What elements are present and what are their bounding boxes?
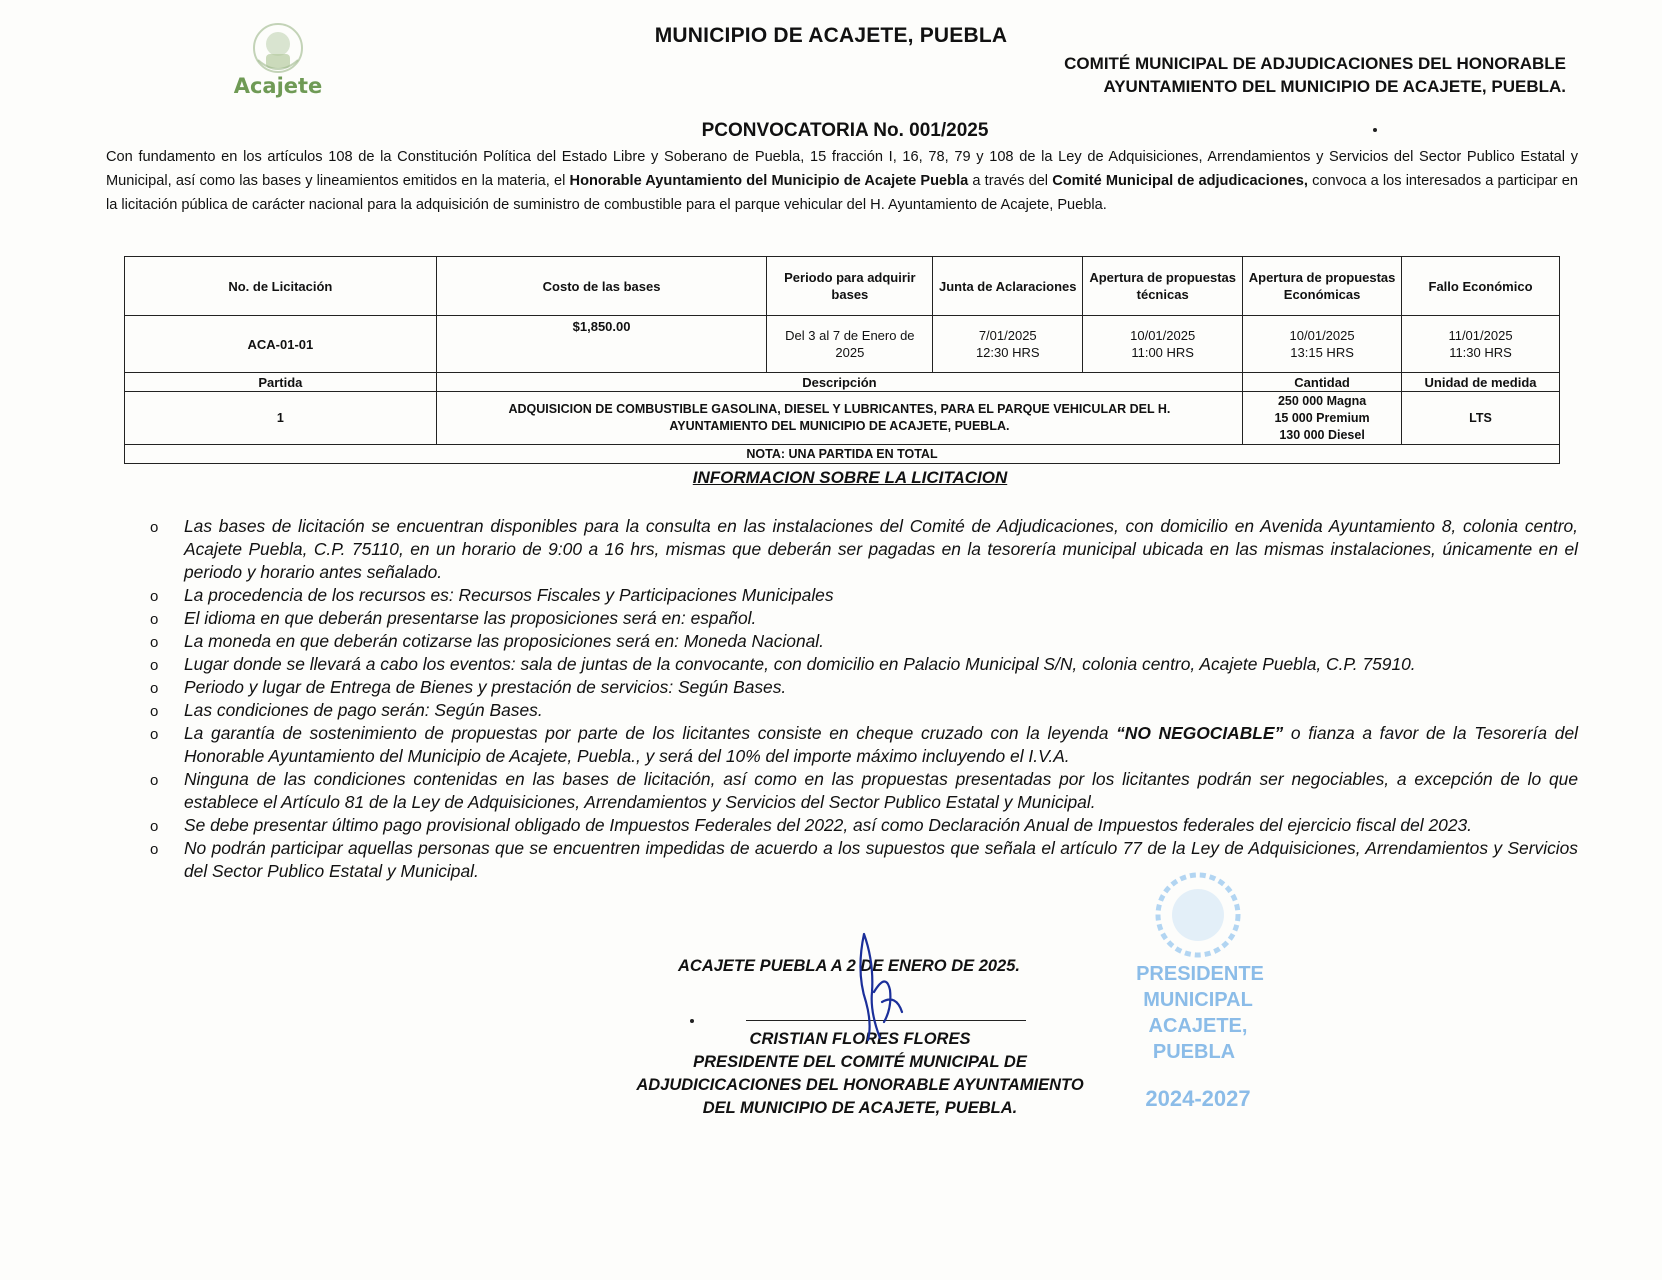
page-title: MUNICIPIO DE ACAJETE, PUEBLA	[654, 24, 1008, 47]
intro-bold: Honorable Ayuntamiento del Municipio de Acajete Puebla	[569, 173, 969, 189]
cell-date: 10/01/2025	[1130, 328, 1196, 343]
seal-text: PUEBLA	[1152, 1041, 1236, 1063]
cell-date: 10/01/2025	[1289, 328, 1355, 343]
tecnicas-cell	[1083, 316, 1243, 373]
seal-text: ACAJETE,	[1148, 1015, 1248, 1037]
bullet: o	[150, 726, 159, 743]
table-header-cell: Partida	[125, 373, 437, 392]
list-item-text: La garantía de sostenimiento de propuestas por parte de los licitantes consiste en cheque cruzado con la leyenda	[184, 723, 1117, 743]
partida-number: 1	[125, 392, 437, 445]
economicas-cell	[1243, 316, 1402, 373]
list-item-text: Periodo y lugar de Entrega de Bienes y prestación de servicios: Según Bases.	[184, 677, 787, 697]
bullet: o	[150, 818, 159, 835]
cell-time: 12:30 HRS	[975, 345, 1040, 360]
info-list	[150, 515, 1578, 883]
seal-text: MUNICIPAL	[1143, 989, 1253, 1011]
table-subheader-row	[125, 373, 1560, 392]
stray-dot	[1373, 128, 1377, 132]
cell-time: 11:30 HRS	[1449, 345, 1512, 360]
licitacion-table	[124, 256, 1560, 464]
convocatoria-title: PCONVOCATORIA No. 001/2025	[701, 120, 989, 141]
list-item-bold: “NO NEGOCIABLE”	[1116, 723, 1284, 743]
list-item-text: Se debe presentar último pago provisional obligado de Impuestos Federales del 2022, así como Declaración Anual de Impuestos federales del ejercicio fiscal del 2023.	[184, 815, 1472, 835]
stray-dot	[690, 1019, 694, 1023]
signatory-name: CRISTIAN FLORES FLORES	[749, 1030, 971, 1048]
table-header-row	[125, 257, 1560, 316]
intro-bold: Comité Municipal de adjudicaciones,	[1052, 173, 1308, 189]
table-header-cell: Apertura de propuestas técnicas	[1083, 257, 1243, 316]
table-header-cell: Descripción	[436, 373, 1242, 392]
bullet: o	[150, 841, 159, 858]
intro-text: a través del	[968, 173, 1053, 189]
quantity-line: 250 000 Magna	[1277, 393, 1367, 408]
table-header-cell: Costo de las bases	[436, 257, 767, 316]
list-item	[150, 630, 1578, 653]
signature-icon	[850, 932, 910, 1042]
logo-text: Acajete	[233, 74, 323, 98]
table-row	[125, 316, 1560, 373]
table-header-cell: Junta de Aclaraciones	[933, 257, 1083, 316]
intro-paragraph	[106, 145, 1578, 217]
list-item	[150, 676, 1578, 699]
signatory-role: PRESIDENTE DEL COMITÉ MUNICIPAL DE	[693, 1053, 1027, 1071]
intro-text: Con fundamento en los artículos 108 de la Constitución Política del Estado Libre y Soberano de Puebla, 15 fracción I, 16, 78, 79 y 108 de la Ley de Adquisiciones, Arrendamientos y Servicios del Sector Publico Estatal y Municipal, así como las bases y lineamientos emitidos en la materia, el	[106, 149, 1578, 189]
bullet: o	[150, 772, 159, 789]
junta-cell	[933, 316, 1083, 373]
committee-line: AYUNTAMIENTO DEL MUNICIPIO DE ACAJETE, PUEBLA.	[1103, 77, 1566, 96]
list-item	[150, 837, 1578, 883]
list-item	[150, 653, 1578, 676]
signatory-role: ADJUDICICACIONES DEL HONORABLE AYUNTAMIENTO	[636, 1076, 1084, 1094]
table-header-cell: Cantidad	[1243, 373, 1402, 392]
list-item	[150, 607, 1578, 630]
list-item	[150, 768, 1578, 814]
list-item	[150, 722, 1578, 768]
list-item-text: El idioma en que deberán presentarse las proposiciones será en: español.	[184, 608, 757, 628]
cell-date: 11/01/2025	[1448, 328, 1513, 343]
partida-quantity	[1243, 392, 1402, 445]
list-item	[150, 515, 1578, 584]
bullet: o	[150, 588, 159, 605]
official-seal	[1128, 870, 1268, 1120]
committee-line: COMITÉ MUNICIPAL DE ADJUDICACIONES DEL HONORABLE	[1064, 54, 1566, 73]
bullet: o	[150, 634, 159, 651]
cell-time: 13:15 HRS	[1290, 345, 1354, 360]
partida-unit: LTS	[1402, 392, 1560, 445]
fallo-cell	[1402, 316, 1560, 373]
quantity-line: 130 000 Diesel	[1279, 427, 1365, 442]
licitacion-number: ACA-01-01	[125, 316, 437, 373]
list-item	[150, 584, 1578, 607]
place-date: ACAJETE PUEBLA A 2 DE ENERO DE 2025.	[677, 957, 1020, 975]
quantity-line: 15 000 Premium	[1274, 410, 1370, 425]
bullet: o	[150, 519, 159, 536]
cell-date: 7/01/2025	[978, 328, 1037, 343]
seal-icon	[1128, 870, 1268, 1120]
table-row	[125, 392, 1560, 445]
table-note-row	[125, 445, 1560, 464]
signatory-role: DEL MUNICIPIO DE ACAJETE, PUEBLA.	[702, 1099, 1018, 1117]
base-cost: $1,850.00	[436, 316, 767, 373]
cell-time: 11:00 HRS	[1131, 345, 1194, 360]
list-item	[150, 814, 1578, 837]
table-header-cell: No. de Licitación	[125, 257, 437, 316]
list-item-text: La procedencia de los recursos es: Recursos Fiscales y Participaciones Municipales	[184, 585, 834, 605]
list-item-text: Las bases de licitación se encuentran disponibles para la consulta en las instalaciones del Comité de Adjudicaciones, con domicilio en Avenida Ayuntamiento 8, colonia centro, Acajete Puebla, C.P. 75110, en un horario de 9:00 a 16 hrs, mismas que deberán ser pagadas en la tesorería municipal ubicada en las mismas instalaciones, únicamente en el periodo y horario antes señalado.	[184, 516, 1578, 582]
list-item-text: La moneda en que deberán cotizarse las proposiciones será en: Moneda Nacional.	[184, 631, 824, 651]
seal-text: PRESIDENTE	[1136, 963, 1264, 985]
seal-text: 2024-2027	[1145, 1086, 1251, 1111]
bullet: o	[150, 703, 159, 720]
list-item-text: No podrán participar aquellas personas que se encuentren impedidas de acuerdo a los supuestos que señala el artículo 77 de la Ley de Adquisiciones, Arrendamientos y Servicios del Sector Publico Estatal y Municipal.	[184, 838, 1578, 881]
bullet: o	[150, 611, 159, 628]
list-item-text: o fianza a favor de la Tesorería del Honorable Ayuntamiento del Municipio de Acajete, Puebla., y será del 10% del importe máximo incluyendo el I.V.A.	[184, 723, 1578, 766]
table-header-cell: Unidad de medida	[1402, 373, 1560, 392]
list-item-text: Lugar donde se llevará a cabo los eventos: sala de juntas de la convocante, con domicilio en Palacio Municipal S/N, colonia centro, Acajete Puebla, C.P. 75910.	[184, 654, 1416, 674]
table-header-cell: Fallo Económico	[1402, 257, 1560, 316]
bullet: o	[150, 680, 159, 697]
purchase-period: Del 3 al 7 de Enero de 2025	[767, 316, 933, 373]
list-item-text: Las condiciones de pago serán: Según Bases.	[184, 700, 543, 720]
table-note: NOTA: UNA PARTIDA EN TOTAL	[125, 445, 1560, 464]
partida-description: ADQUISICION DE COMBUSTIBLE GASOLINA, DIESEL Y LUBRICANTES, PARA EL PARQUE VEHICULAR DEL H. AYUNTAMIENTO DEL MUNICIPIO DE ACAJETE, PUEBLA.	[436, 392, 1242, 445]
list-item-text: Ninguna de las condiciones contenidas en las bases de licitación, así como en las propuestas presentadas por los licitantes podrán ser negociables, a excepción de lo que establece el Artículo 81 de la Ley de Adquisiciones, Arrendamientos y Servicios del Sector Publico Estatal y Municipal.	[184, 769, 1578, 812]
table-header-cell: Apertura de propuestas Económicas	[1243, 257, 1402, 316]
info-title: INFORMACION SOBRE LA LICITACION	[692, 468, 1008, 487]
committee-heading	[866, 52, 1566, 98]
bullet: o	[150, 657, 159, 674]
intro-text: convoca a los interesados a participar en la licitación pública de carácter nacional para la adquisición de suministro de combustible para el parque vehicular del H. Ayuntamiento de Acajete, Puebla.	[106, 173, 1578, 213]
table-header-cell: Periodo para adquirir bases	[767, 257, 933, 316]
list-item	[150, 699, 1578, 722]
